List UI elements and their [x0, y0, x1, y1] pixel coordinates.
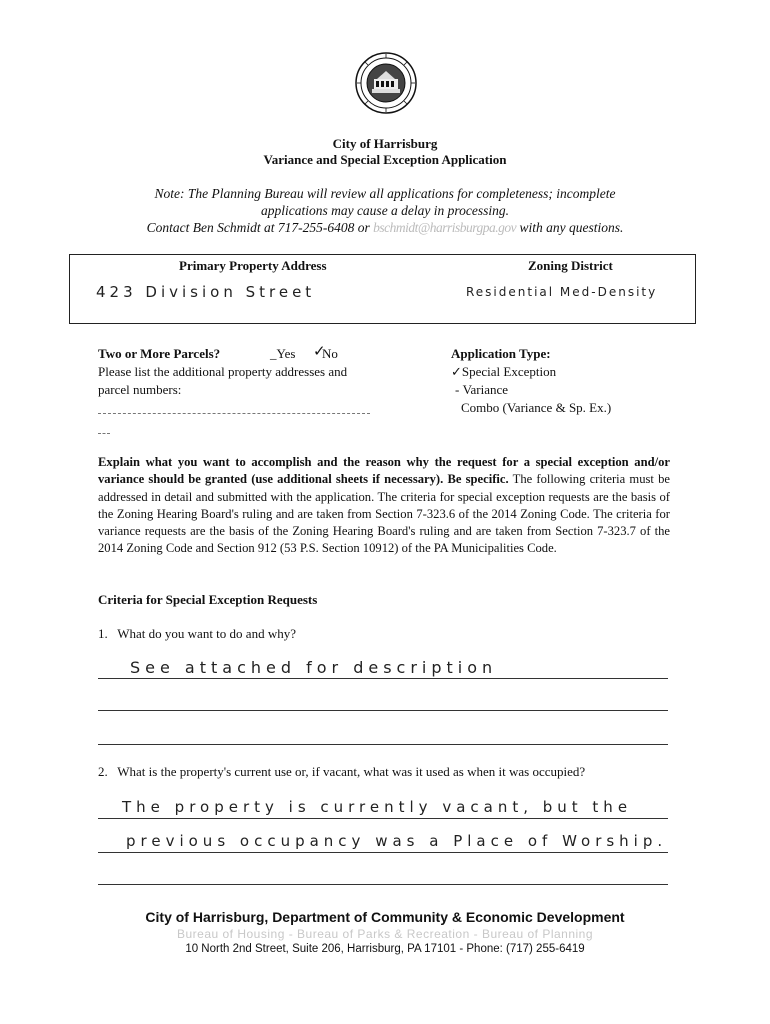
zoning-field[interactable]: Residential Med-Density [466, 285, 658, 299]
instructions-text: The following criteria must be addressed in detail and submitted with the application. The criteria for special exception requests are the basis of the Zoning Hearing Board's ruling and are taken from Section 7-323.6 of the 2014 Zoning Code. The criteria for variance requests are the basis of the Zoning Hearing Board's ruling and are taken from Section 7-323.7 of the 2014 Zoning Code and Section 912 (53 P.S. Section 10912) of the PA Municipalities Code. [98, 472, 670, 556]
note-line-1: Note: The Planning Bureau will review all applications for completeness; incomplete [154, 186, 616, 201]
option-special-exception[interactable]: ✓Special Exception [451, 364, 557, 379]
answer-1[interactable]: See attached for description [130, 658, 498, 677]
answer-2-rule-3 [98, 884, 668, 885]
answer-2-rule-1 [98, 818, 668, 819]
note-line-2: applications may cause a delay in processing. [260, 203, 510, 218]
answer-2-line-2[interactable]: previous occupancy was a Place of Worship. [126, 832, 668, 850]
zoning-label: Zoning District [528, 258, 613, 273]
address-label: Primary Property Address [179, 258, 327, 273]
page-subtitle: Variance and Special Exception Application [263, 152, 507, 167]
address-field[interactable]: 423 Division Street [96, 283, 316, 301]
footer-address: 10 North 2nd Street, Suite 206, Harrisburg, PA 17101 - Phone: (717) 255-6419 [185, 943, 585, 955]
parcels-instructions-2: parcel numbers: [98, 382, 182, 397]
option-combo[interactable]: Combo (Variance & Sp. Ex.) [461, 400, 612, 415]
application-type-label: Application Type: [451, 346, 551, 361]
parcels-input-line-2[interactable] [98, 433, 110, 434]
note-line-3 [0, 220, 770, 236]
instructions-bold: Explain what you want to accomplish and the reason why the request for a special exception and/or variance should be granted (use additional sheets if necessary). Be specific. [98, 455, 670, 487]
answer-2-line-1[interactable]: The property is currently vacant, but the [122, 798, 633, 816]
note-contact-text: Contact Ben Schmidt at 717-255-6408 or [146, 220, 370, 235]
checkmark-icon: ✓ [313, 344, 326, 360]
footer-department: City of Harrisburg, Department of Community & Economic Development [145, 909, 625, 925]
question-2: 2. What is the property's current use or, if vacant, what was it used as when it was occupied? [98, 764, 586, 779]
contact-email-link[interactable]: bschmidt@harrisburgpa.gov [373, 220, 517, 235]
checkmark-icon: ✓ [451, 364, 462, 379]
parcels-label: Two or More Parcels? [98, 346, 221, 361]
question-1: 1. What do you want to do and why? [98, 626, 296, 641]
criteria-heading: Criteria for Special Exception Requests [98, 592, 318, 607]
parcels-instructions-1: Please list the additional property addresses and [98, 364, 348, 379]
note-contact-suffix: with any questions. [519, 220, 624, 235]
parcels-yes-option[interactable]: _Yes [270, 346, 296, 361]
parcels-no-option[interactable]: ✓ No [313, 344, 338, 361]
answer-2-rule-2 [98, 852, 668, 853]
instructions-paragraph [98, 454, 670, 558]
answer-1-line-2 [98, 710, 668, 711]
option-variance[interactable]: - Variance [455, 382, 509, 397]
parcels-input-line[interactable] [98, 413, 370, 414]
checkbox-variance[interactable]: - [455, 382, 460, 397]
answer-1-line-3 [98, 744, 668, 745]
checkbox-yes[interactable]: _ [270, 346, 277, 361]
footer-bureaus: Bureau of Housing - Bureau of Parks & Recreation - Bureau of Planning [176, 927, 594, 941]
city-seal [355, 52, 417, 114]
page-title: City of Harrisburg [332, 136, 438, 151]
answer-1-line-1 [98, 678, 668, 679]
